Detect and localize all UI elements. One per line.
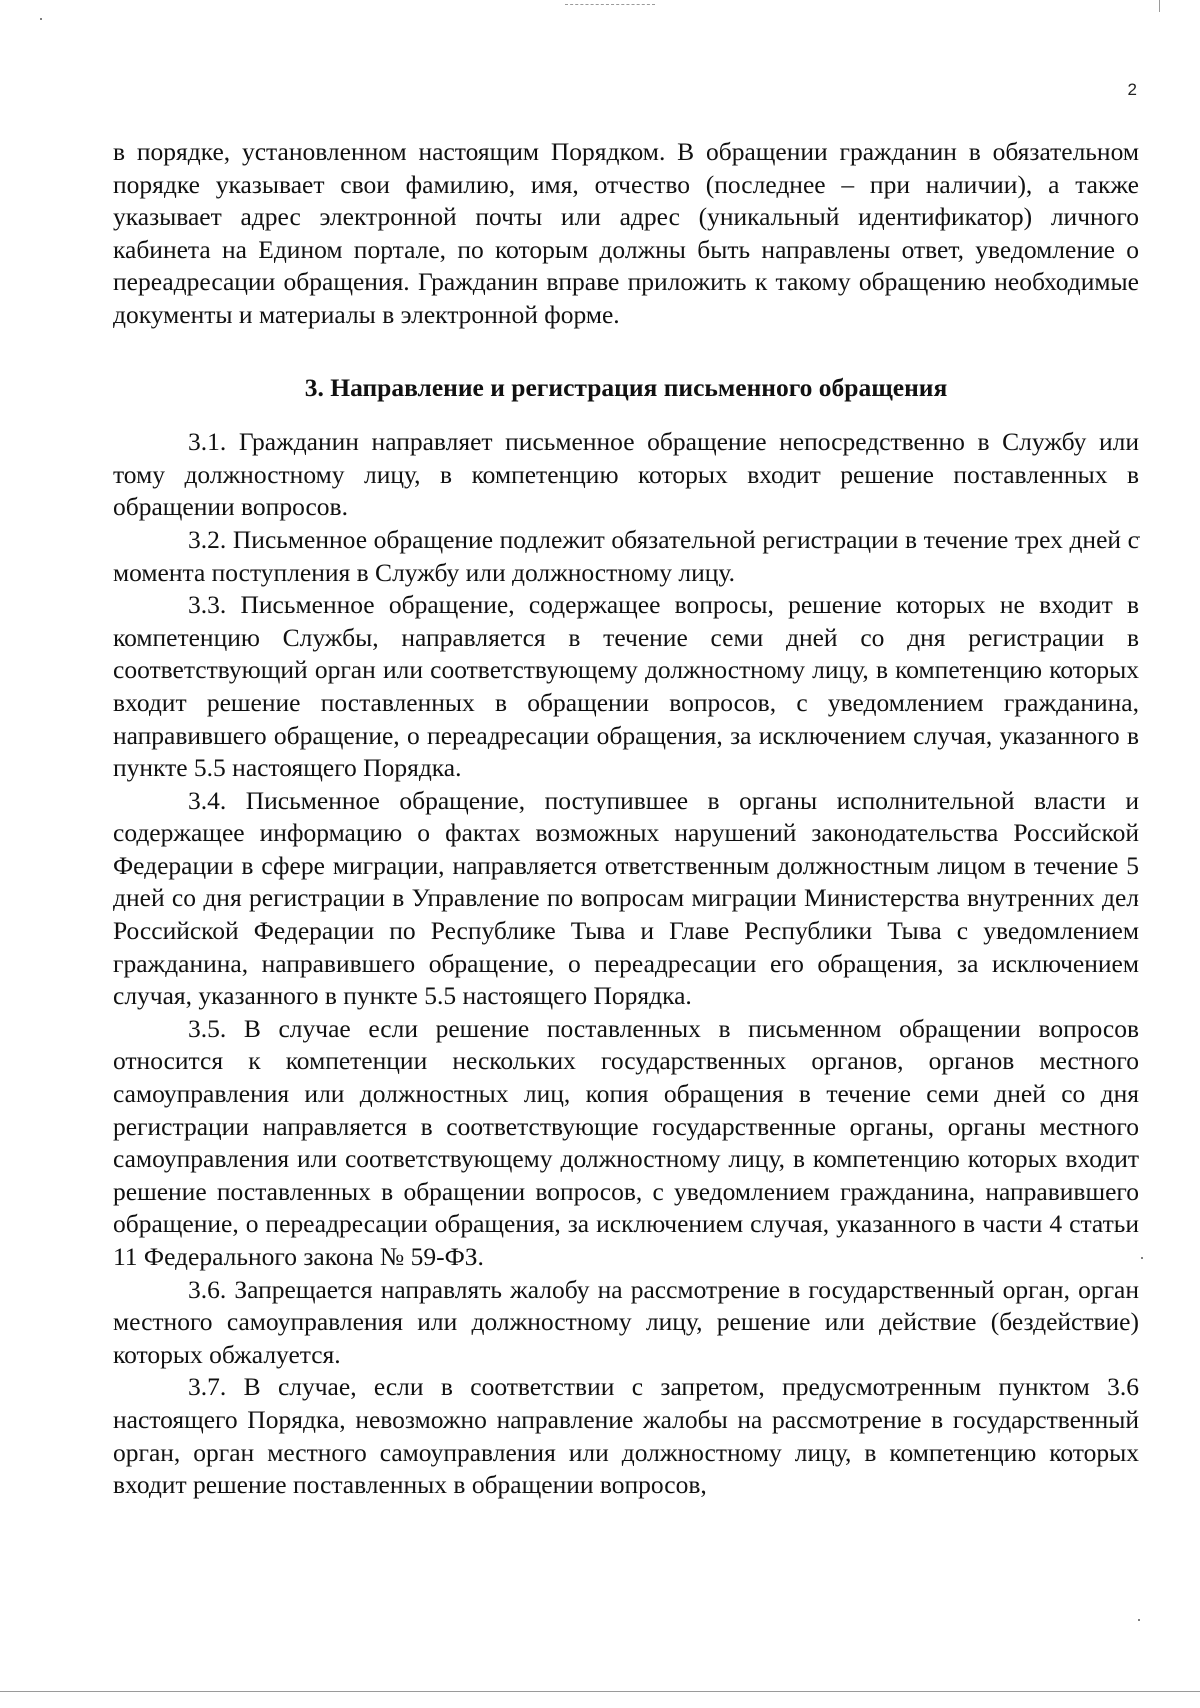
scan-speck [40, 18, 42, 20]
scan-artifact-top [565, 4, 655, 7]
paragraph-3-2: 3.2. Письменное обращение подлежит обязательной регистрации в течение трех дней с момента поступления в Службу или должностному лицу. [113, 524, 1139, 587]
paragraph-3-4: 3.4. Письменное обращение, поступившее в органы исполнительной власти и содержащее информацию о фактах возможных нарушений законодательства Российской Федерации в сфере миграции, направляется ответственным должностным лицом в течение 5 дней со дня регистрации в Управление по вопросам миграции Министерства внутренних дел Российской Федерации по Республике Тыва и Главе Республики Тыва с уведомлением гражданина, направившего обращение, о переадресации его обращения, за исключением случая, указанного в пункте 5.5 настоящего Порядка. [113, 785, 1139, 1011]
page-number: 2 [1127, 80, 1137, 99]
paragraph-3-5: 3.5. В случае если решение поставленных в письменном обращении вопросов относится к компетенции нескольких государственных органов, органов местного самоуправления или должностных лиц, копия обращения в течение семи дней со дня регистрации направляется в соответствующие государственные органы, органы местного самоуправления или соответствующему должностному лицу, в компетенцию которых входит решение поставленных в обращении вопросов, с уведомлением гражданина, направившего обращение, о переадресации обращения, за исключением случая, указанного в части 4 статьи 11 Федерального закона № 59-ФЗ. [113, 1013, 1139, 1271]
scan-artifact-right [1159, 0, 1160, 12]
paragraph-3-6: 3.6. Запрещается направлять жалобу на рассмотрение в государственный орган, орган местного самоуправления или должностному лицу, решение или действие (бездействие) которых обжалуется. [113, 1274, 1139, 1369]
paragraph-3-7: 3.7. В случае, если в соответствии с запретом, предусмотренным пунктом 3.6 настоящего Порядка, невозможно направление жалобы на рассмотрение в государственный орган, орган местного самоуправления или должностному лицу, в компетенцию которых входит решение поставленных в обращении вопросов, [113, 1372, 1139, 1500]
section-title: 3. Направление и регистрация письменного обращения [304, 372, 948, 402]
scan-speck [1141, 1257, 1143, 1259]
intro-paragraph: в порядке, установленном настоящим Порядком. В обращении гражданин в обязательном порядке указывает свои фамилию, имя, отчество (последнее – при наличии), а также указывает адрес электронной почты или адрес (уникальный идентификатор) личного кабинета на Едином портале, по которым должны быть направлены ответ, уведомление о переадресации обращения. Гражданин вправе приложить к такому обращению необходимые документы и материалы в электронной форме. [113, 137, 1139, 329]
paragraph-3-3: 3.3. Письменное обращение, содержащее вопросы, решение которых не входит в компетенцию Службы, направляется в течение семи дней со дня регистрации в соответствующий орган или соответствующему должностному лицу, в компетенцию которых входит решение поставленных в обращении вопросов, с уведомлением гражданина, направившего обращение, о переадресации обращения, за исключением случая, указанного в пункте 5.5 настоящего Порядка. [113, 590, 1139, 783]
document-body [113, 136, 1139, 1502]
paragraph-3-1: 3.1. Гражданин направляет письменное обращение непосредственно в Службу или тому должностному лицу, в компетенцию которых входит решение поставленных в обращении вопросов. [113, 427, 1139, 522]
scan-artifact-bottom [0, 1691, 1200, 1692]
scan-speck [1138, 1619, 1140, 1621]
